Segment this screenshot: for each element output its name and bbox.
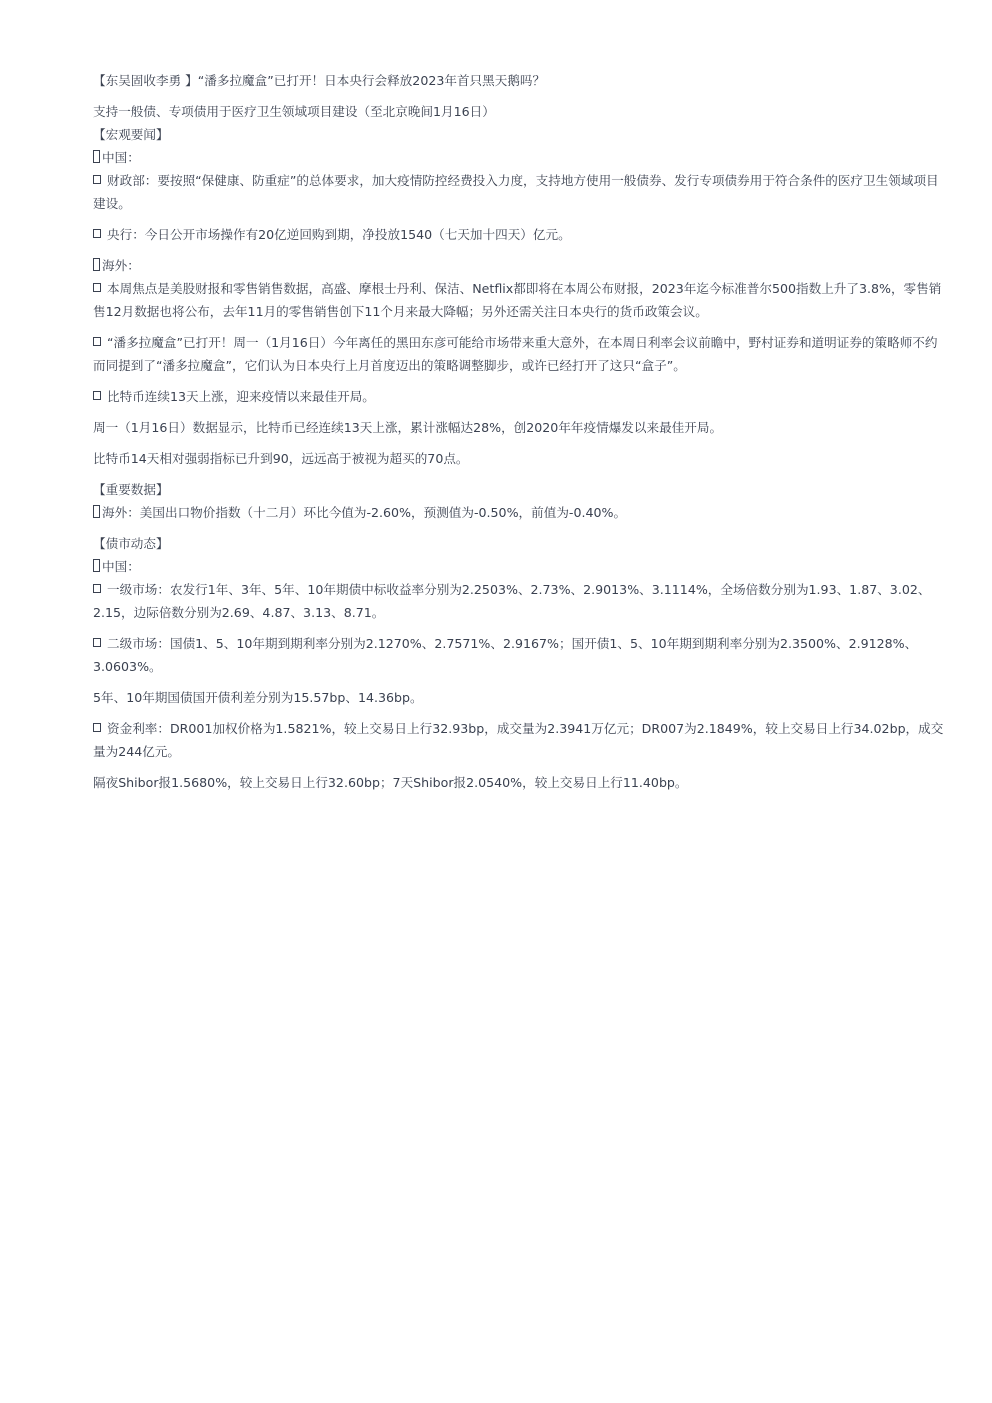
bullet-box-icon xyxy=(93,229,101,238)
bullet-box-icon xyxy=(93,391,101,400)
item-pandora: “潘多拉魔盒”已打开！周一（1月16日）今年离任的黑田东彦可能给市场带来重大意外，在本周日利率会议前瞻中，野村证券和道明证券的策略师不约而同提到了“潘多拉魔盒”，它们认为日本央行上月首度迈出的策略调整脚步，或许已经打开了这只“盒子”。 xyxy=(93,335,938,373)
para-shibor: 隔夜Shibor报1.5680%，较上交易日上行32.60bp；7天Shibor报2.0540%，较上交易日上行11.40bp。 xyxy=(93,775,688,790)
para-btc-2: 比特币14天相对强弱指标已升到90，远远高于被视为超买的70点。 xyxy=(93,451,469,466)
label-bond-china: 中国： xyxy=(93,555,945,578)
bullet-box-icon xyxy=(93,723,101,732)
section-heading-bond: 【债市动态】 xyxy=(93,536,169,551)
item-us-earnings: 本周焦点是美股财报和零售销售数据，高盛、摩根士丹利、保洁、Netflix都即将在本周公布财报，2023年迄今标准普尔500指数上升了3.8%，零售销售12月数据也将公布，去年11月的零售销售创下11个月来最大降幅；另外还需关注日本央行的货币政策会议。 xyxy=(93,281,942,319)
item-primary-market: 一级市场：农发行1年、3年、5年、10年期债中标收益率分别为2.2503%、2.73%、2.9013%、3.1114%，全场倍数分别为1.93、1.87、3.02、2.15，边际倍数分别为2.69、4.87、3.13、8.71。 xyxy=(93,582,931,620)
bullet-box-icon xyxy=(93,175,101,184)
para-btc-1: 周一（1月16日）数据显示，比特币已经连续13天上涨，累计涨幅达28%，创2020年年疫情爆发以来最佳开局。 xyxy=(93,420,723,435)
missing-glyph-icon xyxy=(93,559,100,572)
section-heading-macro: 【宏观要闻】 xyxy=(93,127,169,142)
article-body xyxy=(93,69,945,794)
item-pboc: 央行：今日公开市场操作有20亿逆回购到期，净投放1540（七天加十四天）亿元。 xyxy=(93,223,945,246)
label-china: 中国： xyxy=(93,146,945,169)
bullet-box-icon xyxy=(93,283,101,292)
bullet-box-icon xyxy=(93,584,101,593)
missing-glyph-icon xyxy=(93,258,100,271)
bullet-box-icon xyxy=(93,337,101,346)
item-key-data: 海外：美国出口物价指数（十二月）环比今值为-2.60%，预测值为-0.50%，前值为-0.40%。 xyxy=(93,501,945,524)
section-heading-key-data: 【重要数据】 xyxy=(93,482,169,497)
missing-glyph-icon xyxy=(93,505,100,518)
para-spread: 5年、10年期国债国开债利差分别为15.57bp、14.36bp。 xyxy=(93,690,423,705)
item-funding-rate: 资金利率：DR001加权价格为1.5821%，较上交易日上行32.93bp，成交量为2.3941万亿元；DR007为2.1849%，较上交易日上行34.02bp，成交量为244亿元。 xyxy=(93,721,944,759)
item-secondary-market: 二级市场：国债1、5、10年期到期利率分别为2.1270%、2.7571%、2.9167%；国开债1、5、10年期到期利率分别为2.3500%、2.9128%、3.0603%。 xyxy=(93,636,918,674)
item-mof: 财政部：要按照“保健康、防重症”的总体要求，加大疫情防控经费投入力度，支持地方使用一般债券、发行专项债券用于符合条件的医疗卫生领域项目建设。 xyxy=(93,173,939,211)
item-btc-title: 比特币连续13天上涨，迎来疫情以来最佳开局。 xyxy=(93,385,945,408)
article-title: 【东吴固收李勇 】“潘多拉魔盒”已打开！日本央行会释放2023年首只黑天鹅吗？ xyxy=(93,73,546,88)
bullet-box-icon xyxy=(93,638,101,647)
label-overseas: 海外： xyxy=(93,254,945,277)
article-subtitle: 支持一般债、专项债用于医疗卫生领域项目建设（至北京晚间1月16日） xyxy=(93,104,495,119)
missing-glyph-icon xyxy=(93,150,100,163)
